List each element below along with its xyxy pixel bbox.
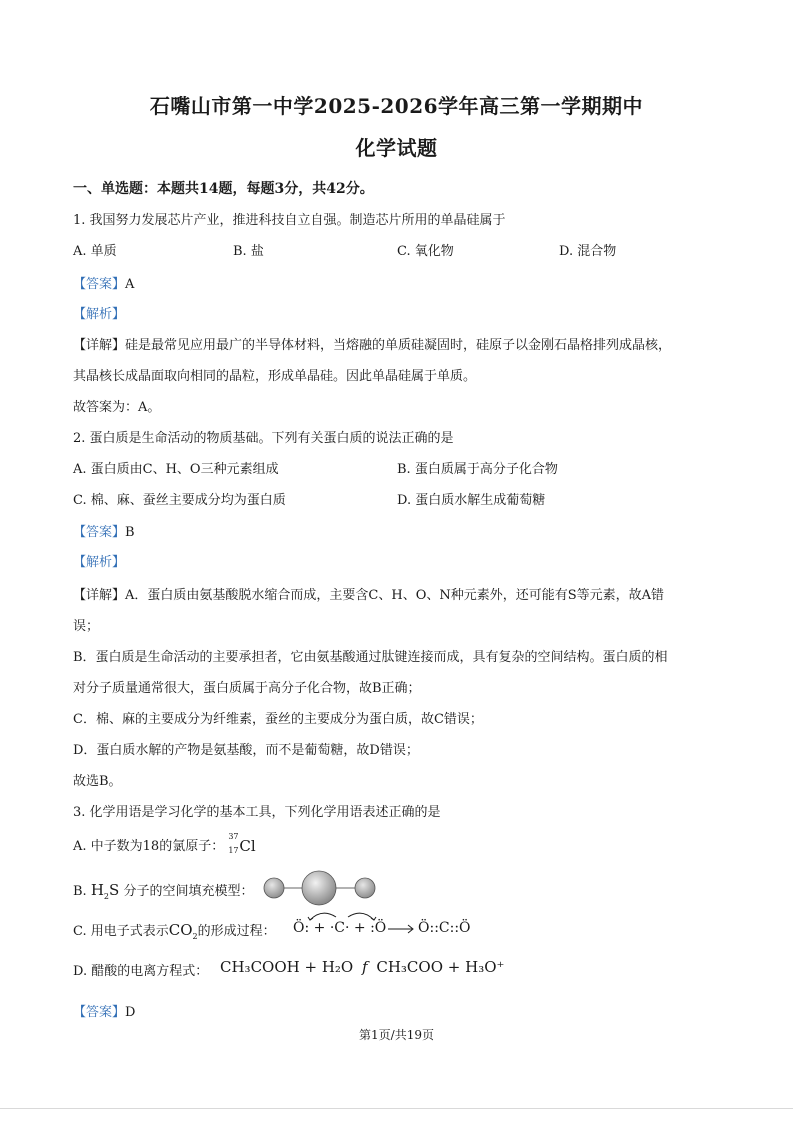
detail-tag: 【详解】 xyxy=(73,338,126,353)
q1-option-a: A. 单质 xyxy=(73,244,117,259)
q3-option-c-prefix: C. 用电子式表示 xyxy=(73,924,169,939)
q3-option-c xyxy=(73,920,276,941)
curved-arrow-right xyxy=(348,913,374,920)
equilibrium-symbol: f xyxy=(362,958,368,976)
exam-subtitle: 化学试题 xyxy=(355,136,438,160)
answer-tag: 【答案】 xyxy=(73,525,126,540)
exam-title: 石嘴山市第一中学2025-2026学年高三第一学期期中 xyxy=(149,94,644,118)
ionization-equation xyxy=(220,958,504,976)
q1-answer xyxy=(73,273,134,292)
detail-text: 硅是最常见应用最广的半导体材料，当熔融的单质硅凝固时，硅原子以金刚石晶格排列成晶核， xyxy=(125,338,672,353)
answer-value: A xyxy=(125,277,135,292)
formula-sub: 2 xyxy=(103,892,110,901)
electron-formula-product: Ö::C::Ö xyxy=(418,920,471,936)
q2-answer xyxy=(73,521,135,540)
q2-option-d: D. 蛋白质水解生成葡萄糖 xyxy=(397,493,546,508)
q2-option-a: A. 蛋白质由C、H、O三种元素组成 xyxy=(73,462,279,477)
q3-option-d xyxy=(73,960,208,979)
q1-option-d: D. 混合物 xyxy=(559,244,617,259)
chlorine-nuclide-notation xyxy=(228,831,260,856)
q1-stem: 1. 我国努力发展芯片产业，推进科技自立自强。制造芯片所用的单晶硅属于 xyxy=(73,213,506,228)
electron-transfer-arrows xyxy=(300,908,390,922)
q1-detail-line-3: 故答案为：A。 xyxy=(73,400,161,415)
answer-tag: 【答案】 xyxy=(73,1005,126,1020)
equation-acetate: CH₃COO xyxy=(376,958,444,976)
q2-option-c: C. 棉、麻、蚕丝主要成分均为蛋白质 xyxy=(73,493,286,508)
q2-stem: 2. 蛋白质是生命活动的物质基础。下列有关蛋白质的说法正确的是 xyxy=(73,431,454,446)
electron-formula-reactants: Ö: + ·C· + :Ö xyxy=(293,920,387,936)
q3-option-a xyxy=(73,831,260,856)
co2-formula xyxy=(169,921,198,939)
q1-analysis-tag: 【解析】 xyxy=(73,307,126,322)
element-symbol: Cl xyxy=(239,836,256,855)
detail-tag: 【详解】 xyxy=(73,588,126,603)
h2s-space-filling-model xyxy=(262,870,380,906)
q3-answer xyxy=(73,1001,135,1020)
q3-option-b-prefix: B. xyxy=(73,884,91,899)
equation-reactants: CH₃COOH + H₂O xyxy=(220,958,354,976)
sulfur-atom xyxy=(302,871,336,905)
q3-option-b-suffix: 分子的空间填充模型： xyxy=(123,884,254,899)
q2-detail-line-2: 误； xyxy=(73,619,100,634)
q2-detail-line-1 xyxy=(73,584,664,603)
q2-detail-line-6: D．蛋白质水解的产物是氨基酸，而不是葡萄糖，故D错误； xyxy=(73,743,419,758)
q2-detail-line-7: 故选B。 xyxy=(73,774,122,789)
curved-arrow-left xyxy=(310,913,336,920)
q2-option-b: B. 蛋白质属于高分子化合物 xyxy=(397,462,558,477)
q2-detail-line-4: 对分子质量通常很大，蛋白质属于高分子化合物，故B正确； xyxy=(73,681,421,696)
q3-stem: 3. 化学用语是学习化学的基本工具，下列化学用语表述正确的是 xyxy=(73,805,441,820)
formula-s: S xyxy=(109,881,120,899)
section-heading: 一、单选题：本题共14题，每题3分，共42分。 xyxy=(73,181,374,197)
page-number: 第1页/共19页 xyxy=(359,1028,434,1042)
page-bottom-divider xyxy=(0,1108,793,1109)
detail-text: A．蛋白质由氨基酸脱水缩合而成，主要含C、H、O、N种元素外，还可能有S等元素，故A错 xyxy=(125,588,665,603)
formula-co: CO xyxy=(168,921,193,939)
q2-detail-line-5: C．棉、麻的主要成分为纤维素，蚕丝的主要成分为蛋白质，故C错误； xyxy=(73,712,483,727)
answer-tag: 【答案】 xyxy=(73,277,126,292)
q1-detail-line-1 xyxy=(73,334,671,353)
q1-option-b: B. 盐 xyxy=(233,244,264,259)
q3-option-c-suffix: 的形成过程： xyxy=(197,924,276,939)
q1-detail-line-2: 其晶核长成晶面取向相同的晶粒，形成单晶硅。因此单晶硅属于单质。 xyxy=(73,369,477,384)
answer-value: B xyxy=(125,525,135,540)
h2s-formula xyxy=(91,881,119,899)
q3-option-b xyxy=(73,880,253,901)
formula-sub: 2 xyxy=(192,932,198,941)
equation-hydronium: + H₃O⁺ xyxy=(447,958,505,976)
q2-analysis-tag: 【解析】 xyxy=(73,555,126,570)
q3-option-a-text: A. 中子数为18的氯原子： xyxy=(73,839,225,854)
q3-option-d-prefix: D. 醋酸的电离方程式： xyxy=(73,964,209,979)
formula-h: H xyxy=(90,881,104,899)
hydrogen-atom-left xyxy=(264,878,284,898)
mass-number: 37 xyxy=(228,831,239,841)
hydrogen-atom-right xyxy=(355,878,375,898)
atomic-number: 17 xyxy=(228,845,239,855)
answer-value: D xyxy=(125,1005,136,1020)
q1-option-c: C. 氧化物 xyxy=(397,244,454,259)
reaction-arrow xyxy=(386,922,416,936)
q2-detail-line-3: B．蛋白质是生命活动的主要承担者，它由氨基酸通过肽键连接而成，具有复杂的空间结构。蛋白质的相 xyxy=(73,650,668,665)
